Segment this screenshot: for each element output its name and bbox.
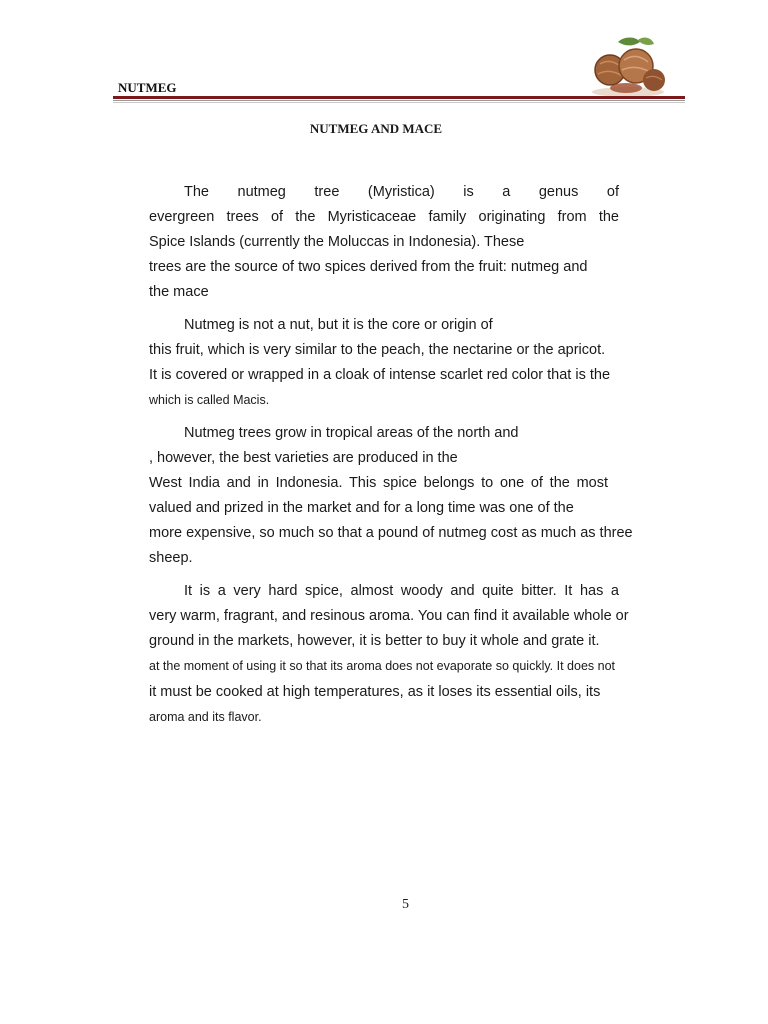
nutmeg-photo-icon (588, 36, 668, 98)
paragraph-line: The nutmeg tree (Myristica) is a genus of (184, 184, 619, 200)
paragraph-line: Spice Islands (currently the Moluccas in Indonesia). These (149, 234, 525, 250)
paragraph-line: aroma and its flavor. (149, 710, 262, 724)
header-rule (113, 96, 685, 99)
header-title: NUTMEG (118, 80, 177, 95)
paragraph-line: which is called Macis. (149, 393, 270, 407)
paragraph-line: valued and prized in the market and for a long time was one of the (149, 500, 574, 516)
paragraph-line: it must be cooked at high temperatures, as it loses its essential oils, its (149, 684, 601, 700)
paragraph-line: very warm, fragrant, and resinous aroma. You can find it available whole or (149, 608, 629, 624)
paragraph-line: It is a very hard spice, almost woody and quite bitter. It has a (184, 583, 619, 599)
paragraph-line: the mace (149, 284, 209, 300)
paragraph-line: West India and in Indonesia. This spice belongs to one of the most (149, 475, 608, 491)
paragraph-line: this fruit, which is very similar to the peach, the nectarine or the apricot. (149, 342, 606, 358)
paragraph-line: ground in the markets, however, it is better to buy it whole and grate it. (149, 633, 600, 649)
page-number: 5 (402, 897, 409, 912)
paragraph-line: more expensive, so much so that a pound of nutmeg cost as much as three (149, 525, 633, 541)
document-title: NUTMEG AND MACE (309, 121, 443, 136)
paragraph-line: Nutmeg trees grow in tropical areas of the north and (184, 425, 519, 441)
paragraph-line: trees are the source of two spices derived from the fruit: nutmeg and (149, 259, 588, 275)
paragraph-line: Nutmeg is not a nut, but it is the core or origin of (184, 317, 493, 333)
paragraph-line: , however, the best varieties are produced in the (149, 450, 458, 466)
header-rule-thinner (113, 102, 685, 103)
header-rule-thin (113, 100, 685, 101)
paragraph-line: evergreen trees of the Myristicaceae family originating from the (149, 209, 619, 225)
paragraph-line: at the moment of using it so that its aroma does not evaporate so quickly. It does not (149, 659, 615, 673)
paragraph-line: It is covered or wrapped in a cloak of intense scarlet red color that is the (149, 367, 611, 383)
paragraph-line: sheep. (149, 550, 193, 566)
